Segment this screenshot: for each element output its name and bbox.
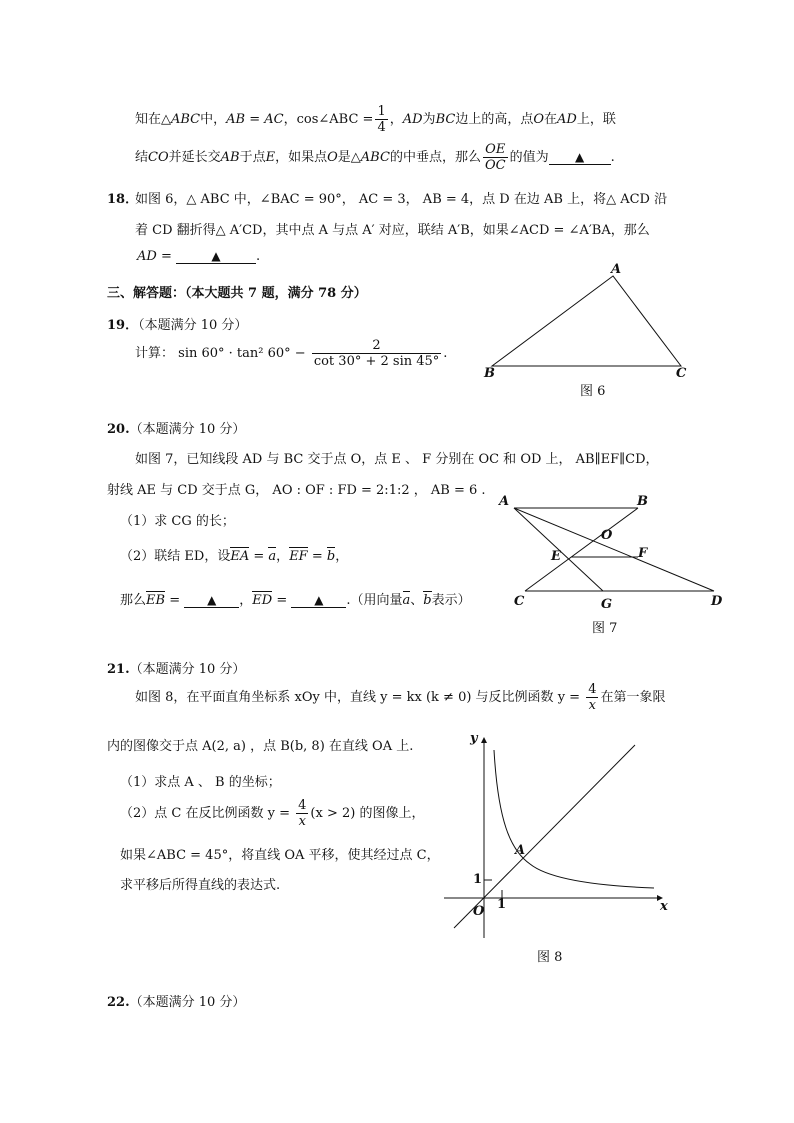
q21-text: （2）点 C 在反比例函数 y =	[120, 806, 290, 821]
q18-line1: 如图 6，△ ABC 中，∠BAC = 90°， AC = 3， AB = 4，点 D 在边 AB 上，将△ ACD 沿	[135, 192, 668, 207]
q20-line1: 如图 7，已知线段 AD 与 BC 交于点 O，点 E 、 F 分别在 OC 和 OD 上， AB∥EF∥CD，	[135, 452, 659, 467]
frac-numerator: 2	[312, 338, 441, 354]
vector-a: a	[402, 593, 411, 608]
q20-sub3	[120, 589, 471, 608]
q22-number: 22.	[107, 995, 130, 1010]
q18-line2: 着 CD 翻折得△ A′CD，其中点 A 与点 A′ 对应，联结 A′B，如果∠ACD = ∠A′BA，那么	[135, 223, 650, 238]
q21-sub2	[120, 798, 424, 829]
q17-text: 为	[422, 112, 436, 127]
q17-triangle: ABC	[171, 112, 201, 127]
q17-text: 在	[544, 112, 558, 127]
vector-ef: EF	[289, 549, 308, 564]
vector-b: b	[423, 593, 432, 608]
q20-text: =	[169, 593, 181, 608]
fig8-label-y: y	[470, 731, 478, 746]
q19-header	[107, 314, 247, 333]
fig6-label-c: C	[676, 366, 687, 381]
q17-line2	[135, 142, 615, 173]
q20-text: ，	[239, 593, 253, 608]
q21-line4: 求平移后所得直线的表达式.	[120, 878, 281, 893]
q17-text: 的中垂点，那么	[389, 150, 481, 165]
fig6-label-a: A	[611, 262, 622, 277]
q17-text: 边上的高，点	[455, 112, 534, 127]
q17-seg: AB	[220, 150, 240, 165]
q20-score: （本题满分 10 分）	[129, 422, 246, 437]
q20-header	[107, 418, 245, 437]
fig7-label-b: B	[637, 494, 648, 509]
fig6-caption: 图 6	[580, 384, 606, 399]
fig7-label-o: O	[601, 528, 613, 543]
frac-numerator: 4	[298, 798, 307, 813]
fig7-label-c: C	[514, 594, 525, 609]
frac-denominator: x	[588, 698, 597, 713]
q18-line3	[137, 249, 260, 264]
q20-sub2	[120, 545, 348, 564]
fig7-label-a: A	[499, 494, 510, 509]
fig7-label-f: F	[638, 546, 648, 561]
q20-text: 表示）	[431, 593, 471, 608]
q17-text: 是△	[337, 150, 361, 165]
q19-text: 计算：	[135, 346, 175, 361]
q17-text: 于点	[239, 150, 266, 165]
frac-denominator: x	[298, 814, 306, 829]
q17-text: .	[610, 150, 615, 165]
hyperbola-curve	[494, 750, 654, 888]
q17-text: ，	[283, 112, 297, 127]
fig8-label-x: x	[660, 899, 668, 914]
q21-text: 在第一象限	[600, 690, 666, 705]
frac-numerator: OE	[483, 142, 508, 158]
section-title: 三、解答题：（本大题共 7 题，满分 78 分）	[107, 286, 367, 301]
q20-text: =	[311, 549, 323, 564]
q17-line1	[135, 104, 616, 135]
q21-text: (x > 2) 的图像上，	[310, 806, 425, 821]
q17-text: ，	[389, 112, 403, 127]
fig7-label-e: E	[551, 549, 561, 564]
answer-blank-ed[interactable]: ▲	[291, 593, 346, 608]
q21-fraction	[296, 798, 308, 829]
q19-score: （本题满分 10 分）	[138, 318, 248, 333]
q17-seg: AD	[402, 112, 423, 127]
q18-number: 18．	[107, 192, 139, 207]
q20-text: （2）联结 ED，设	[120, 549, 231, 564]
answer-blank[interactable]: ▲	[176, 249, 256, 264]
q17-seg: BC	[435, 112, 456, 127]
q19-fraction	[312, 338, 441, 369]
q17-ratio-fraction	[483, 142, 508, 173]
fig8-label-1y: 1	[473, 872, 483, 887]
q17-point: E	[265, 150, 276, 165]
fig8-label-1x: 1	[497, 897, 507, 912]
fig8-label-o: O	[473, 904, 485, 919]
frac-numerator: 4	[588, 682, 597, 697]
q22-header	[107, 991, 245, 1010]
answer-blank[interactable]: ▲	[549, 150, 611, 165]
segment-ad	[514, 508, 714, 591]
vector-b: b	[326, 549, 336, 564]
q21-sub1: （1）求点 A 、 B 的坐标；	[120, 775, 281, 790]
q17-text: 知在△	[135, 112, 171, 127]
q17-condition: AB = AC	[226, 112, 284, 127]
q20-sub1: （1）求 CG 的长；	[120, 514, 235, 529]
vector-a: a	[268, 549, 277, 564]
q17-fraction	[375, 104, 387, 135]
q20-text: =	[253, 549, 265, 564]
q17-point: O	[327, 150, 338, 165]
q21-score: （本题满分 10 分）	[129, 662, 246, 677]
q20-text: =	[276, 593, 288, 608]
frac-denominator: 4	[377, 120, 386, 135]
q21-line1	[135, 682, 666, 713]
frac-denominator: cot 30° + 2 sin 45°	[313, 354, 440, 369]
frac-denominator: OC	[484, 158, 506, 173]
fig6-label-b: B	[484, 366, 495, 381]
q20-text: ，	[335, 549, 349, 564]
q19-number: 19．	[107, 318, 139, 333]
q18-text: .	[255, 249, 261, 264]
q20-text: ，	[276, 549, 290, 564]
answer-blank-eb[interactable]: ▲	[184, 593, 239, 608]
q17-triangle: ABC	[360, 150, 390, 165]
triangle-abc	[492, 276, 681, 366]
q17-seg: AD	[557, 112, 577, 127]
q21-line3: 如果∠ABC = 45°，将直线 OA 平移，使其经过点 C，	[120, 848, 440, 863]
vector-ed: ED	[252, 593, 273, 608]
q17-cos: cos∠ABC =	[296, 112, 374, 127]
q17-seg: CO	[148, 150, 169, 165]
figure-6	[478, 260, 698, 395]
q17-text: 上，联	[576, 112, 616, 127]
q20-line2: 射线 AE 与 CD 交于点 G， AO : OF : FD = 2:1:2 ， AB = 6 .	[107, 483, 486, 498]
q19-expression	[135, 338, 447, 369]
q20-text: .（用向量	[346, 593, 403, 608]
q22-score: （本题满分 10 分）	[129, 995, 246, 1010]
q17-text: ，如果点	[275, 150, 328, 165]
fig8-label-a: A	[515, 843, 526, 858]
q19-expr: sin 60° · tan² 60° −	[178, 346, 306, 361]
fig7-label-d: D	[711, 594, 723, 609]
fig8-caption: 图 8	[537, 950, 563, 965]
q21-text: 如图 8，在平面直角坐标系 xOy 中，直线 y = kx (k ≠ 0) 与反比例函数 y =	[135, 690, 581, 705]
vector-ea: EA	[230, 549, 250, 564]
q17-text: 的值为	[509, 150, 549, 165]
q20-number: 20.	[107, 422, 130, 437]
q18-text: AD =	[137, 249, 172, 264]
q21-number: 21.	[107, 662, 130, 677]
fig7-label-g: G	[601, 597, 613, 612]
q21-header	[107, 658, 245, 677]
q21-line2: 内的图像交于点 A(2, a) ，点 B(b, 8) 在直线 OA 上.	[107, 739, 414, 754]
q17-text: 并延长交	[168, 150, 221, 165]
q17-text: 中，	[200, 112, 227, 127]
figure-7	[495, 490, 735, 610]
q17-point: O	[533, 112, 544, 127]
q19-text: .	[443, 346, 448, 361]
q20-text: 、	[410, 593, 424, 608]
q17-text: 结	[135, 150, 149, 165]
frac-numerator: 1	[377, 104, 386, 119]
line-oa	[454, 745, 635, 928]
q21-fraction	[586, 682, 598, 713]
segment-bc	[525, 508, 638, 591]
q20-text: 那么	[120, 593, 147, 608]
vector-eb: EB	[146, 593, 166, 608]
fig7-caption: 图 7	[592, 621, 618, 636]
